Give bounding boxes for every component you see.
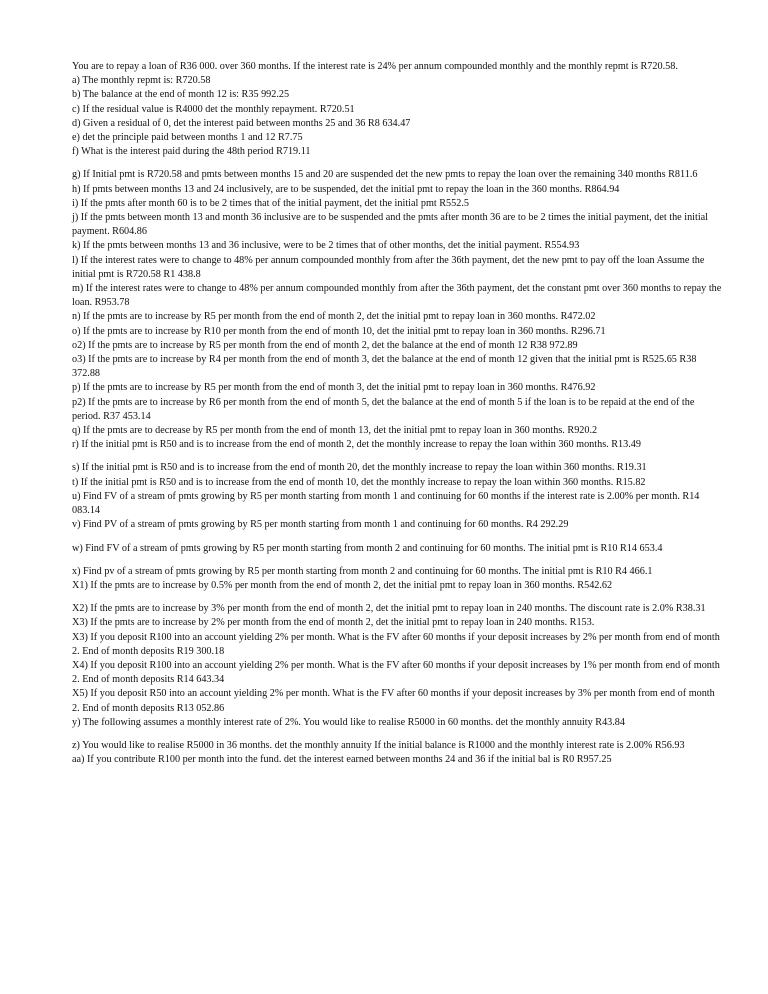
question-group — [72, 542, 724, 556]
question-line: q) If the pmts are to decrease by R5 per month from the end of month 13, det the initial pmt to repay loan in 360 months. R920.2 — [72, 425, 598, 437]
question-group — [72, 739, 724, 767]
question-line: t) If the initial pmt is R50 and is to increase from the end of month 10, det the monthly increase to repay the loan within 360 months. R15.82 — [72, 476, 646, 488]
question-line: p) If the pmts are to increase by R5 per month from the end of month 3, det the initial pmt to repay loan in 360 months. R476.92 — [72, 382, 596, 394]
question-line: o3) If the pmts are to increase by R4 per month from the end of month 3, det the balance at the end of month 12 given that the initial pmt is R525.65 R38 372.88 — [72, 354, 697, 380]
question-line: h) If pmts between months 13 and 24 inclusively, are to be suspended, det the initial pmt to repay the loan in the 360 months. R864.94 — [72, 183, 620, 195]
question-line: a) The monthly repmt is: R720.58 — [72, 75, 211, 87]
question-line: e) det the principle paid between months 1 and 12 R7.75 — [72, 132, 303, 144]
question-line: o2) If the pmts are to increase by R5 per month from the end of month 2, det the balance at the end of month 12 R38 972.89 — [72, 339, 578, 351]
question-line: y) The following assumes a monthly interest rate of 2%. You would like to realise R5000 in 60 months. det the monthly annuity R43.84 — [72, 716, 625, 728]
question-line: c) If the residual value is R4000 det the monthly repayment. R720.51 — [72, 103, 355, 115]
question-line: r) If the initial pmt is R50 and is to increase from the end of month 2, det the monthly increase to repay the loan within 360 months. R13.49 — [72, 439, 641, 451]
question-line: You are to repay a loan of R36 000. over 360 months. If the interest rate is 24% per annum compounded monthly and the monthly repmt is R720.58. — [72, 61, 678, 72]
question-line: X3) If you deposit R100 into an account yielding 2% per month. What is the FV after 60 months if your deposit increases by 2% per month from end of month 2. End of month deposits R19 300.18 — [72, 631, 720, 657]
question-line: X4) If you deposit R100 into an account yielding 2% per month. What is the FV after 60 months if your deposit increases by 1% per month from end of month 2. End of month deposits R14 643.34 — [72, 659, 720, 686]
question-line: b) The balance at the end of month 12 is: R35 992.25 — [72, 89, 290, 101]
question-line: i) If the pmts after month 60 is to be 2 times that of the initial payment, det the initial pmt R552.5 — [72, 197, 469, 209]
question-line: X1) If the pmts are to increase by 0.5% per month from the end of month 2, det the initial pmt to repay loan in 360 months. R542.62 — [72, 579, 613, 591]
question-line: z) You would like to realise R5000 in 36 months. det the monthly annuity If the initial balance is R1000 and the monthly interest rate is 2.00% R56.93 — [72, 739, 685, 751]
question-line: s) If the initial pmt is R50 and is to increase from the end of month 20, det the monthly increase to repay the loan within 360 months. R19.31 — [72, 462, 647, 474]
question-line: v) Find PV of a stream of pmts growing by R5 per month starting from month 1 and continuing for 60 months. R4 292.29 — [72, 519, 569, 531]
question-line: o) If the pmts are to increase by R10 per month from the end of month 10, det the initial pmt to repay loan in 360 months. R296.71 — [72, 325, 606, 337]
question-line: n) If the pmts are to increase by R5 per month from the end of month 2, det the initial pmt to repay loan in 360 months. R472.02 — [72, 311, 596, 323]
question-group — [72, 565, 724, 593]
question-group — [72, 602, 724, 730]
question-line: x) Find pv of a stream of pmts growing by R5 per month starting from month 2 and continuing for 60 months. The initial pmt is R10 R4 466.1 — [72, 565, 653, 577]
question-line: g) If Initial pmt is R720.58 and pmts between months 15 and 20 are suspended det the new pmts to repay the loan over the remaining 340 months R811.6 — [72, 169, 698, 181]
question-line: d) Given a residual of 0, det the interest paid between months 25 and 36 R8 634.47 — [72, 117, 411, 129]
question-line: k) If the pmts between months 13 and 36 inclusive, were to be 2 times that of other months, det the initial payment. R554.93 — [72, 240, 580, 252]
question-line: w) Find FV of a stream of pmts growing by R5 per month starting from month 2 and continuing for 60 months. The initial pmt is R10 R14 653.4 — [72, 542, 663, 554]
document-page — [72, 60, 724, 767]
question-line: u) Find FV of a stream of pmts growing by R5 per month starting from month 1 and continuing for 60 months if the interest rate is 2.00% per month. R14 083.14 — [72, 490, 700, 517]
question-line: f) What is the interest paid during the 48th period R719.11 — [72, 146, 311, 158]
question-line: j) If the pmts between month 13 and month 36 inclusive are to be suspended and the pmts after month 36 are to be 2 times the initial payment, det the initial payment. R604.86 — [72, 212, 709, 238]
question-line: p2) If the pmts are to increase by R6 per month from the end of month 5, det the balance at the end of month 5 if the loan is to be repaid at the end of the period. R37 453.14 — [72, 396, 695, 422]
question-group — [72, 461, 724, 532]
question-group — [72, 60, 724, 159]
question-line: X2) If the pmts are to increase by 3% per month from the end of month 2, det the initial pmt to repay loan in 240 months. The discount rate is 2.0% R38.31 — [72, 603, 706, 615]
question-line: l) If the interest rates were to change to 48% per annum compounded monthly from after the 36th payment, det the new pmt to pay off the loan Assume the initial pmt is R720.58 R1 438.8 — [72, 254, 705, 280]
question-line: X3) If the pmts are to increase by 2% per month from the end of month 2, det the initial pmt to repay loan in 240 months. R153. — [72, 617, 595, 629]
question-line: X5) If you deposit R50 into an account yielding 2% per month. What is the FV after 60 months if your deposit increases by 3% per month from end of month 2. End of month deposits R13 052.86 — [72, 688, 715, 714]
question-line: aa) If you contribute R100 per month into the fund. det the interest earned between months 24 and 36 if the initial bal is R0 R957.25 — [72, 754, 612, 766]
question-line: m) If the interest rates were to change to 48% per annum compounded monthly from after the 36th payment, det the constant pmt over 360 months to repay the loan. R953.78 — [72, 283, 722, 309]
question-group — [72, 168, 724, 452]
